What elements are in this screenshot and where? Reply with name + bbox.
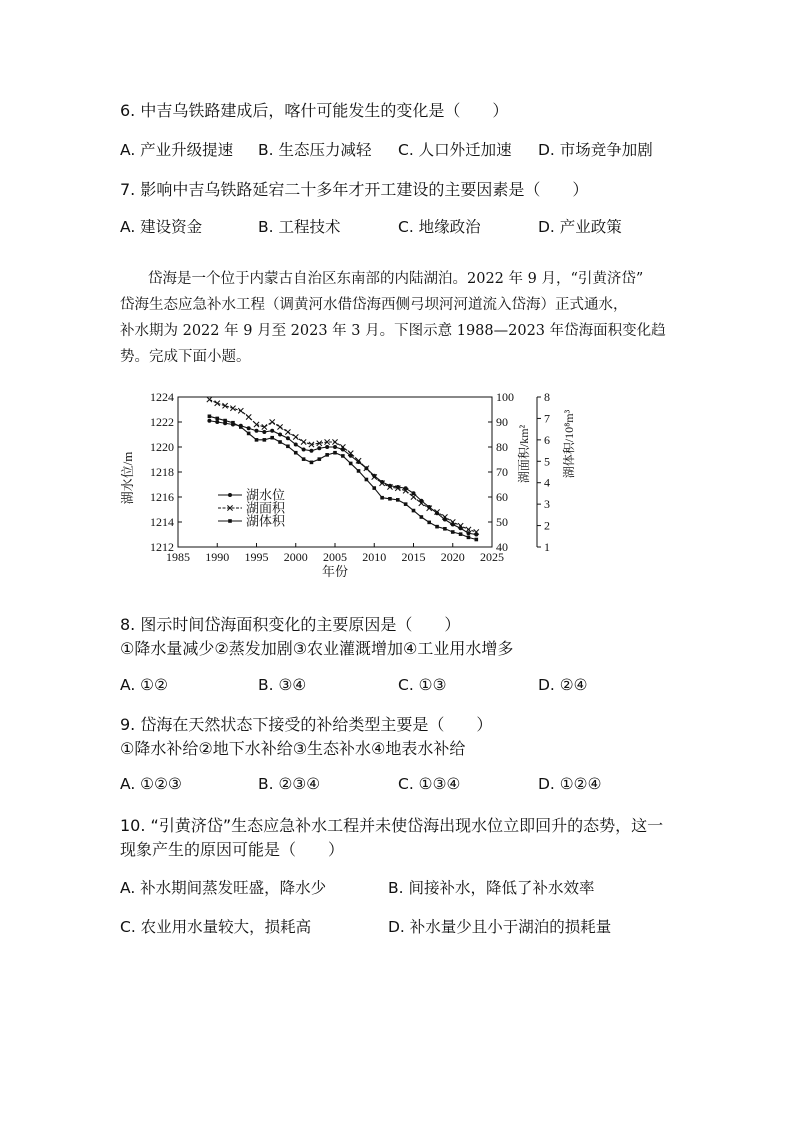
- q7-option-c: C. 地缘政治: [398, 218, 481, 236]
- q10-stem-line-1: 10. “引黄济岱”生态应急补水工程并未使岱海出现水位立即回升的态势，这一: [120, 816, 664, 835]
- data-point-series-3: [318, 457, 322, 461]
- data-point-series-3: [325, 453, 329, 457]
- data-point-series-3: [270, 436, 274, 440]
- data-point-series-3: [310, 461, 314, 465]
- q8-option-a: A. ①②: [120, 676, 168, 694]
- q8-option-c: C. ①③: [398, 676, 447, 694]
- x-axis-title: 年份: [321, 564, 349, 579]
- q6-stem: 6. 中吉乌铁路建成后，喀什可能发生的变化是（ ）: [120, 101, 509, 120]
- data-point-series-2: [270, 419, 275, 424]
- data-point-series-3: [255, 438, 259, 442]
- q6-option-a: A. 产业升级提速: [120, 141, 234, 159]
- data-point-series-3: [459, 532, 463, 536]
- q6-option-c: C. 人口外迁加速: [398, 141, 512, 159]
- data-point-series-3: [333, 451, 337, 455]
- y-left-tick-label: 1218: [150, 465, 174, 479]
- data-point-series-2: [215, 401, 220, 406]
- q8-items: ①降水量减少②蒸发加剧③农业灌溉增加④工业用水增多: [120, 639, 514, 658]
- y-right2-tick-label: 2: [544, 518, 550, 533]
- y-left-tick-label: 1214: [150, 515, 174, 529]
- legend-marker-1: [228, 493, 232, 497]
- data-point-series-2: [230, 406, 235, 411]
- y-right1-tick-label: 50: [496, 515, 508, 529]
- data-point-series-3: [208, 414, 212, 418]
- data-point-series-1: [333, 445, 337, 449]
- data-point-series-3: [420, 515, 424, 519]
- q7-option-a: A. 建设资金: [120, 218, 203, 236]
- q9-option-d: D. ①②④: [538, 775, 602, 793]
- data-point-series-3: [412, 509, 416, 513]
- q9-stem: 9. 岱海在天然状态下接受的补给类型主要是（ ）: [120, 715, 493, 734]
- data-point-series-3: [215, 417, 219, 421]
- data-point-series-3: [427, 521, 431, 525]
- q7-option-d: D. 产业政策: [538, 218, 622, 236]
- data-point-series-3: [341, 454, 345, 458]
- x-tick-label: 2010: [362, 550, 387, 564]
- data-point-series-2: [238, 408, 243, 413]
- y-right2-tick-label: 8: [544, 390, 550, 404]
- q7-stem: 7. 影响中吉乌铁路延宕二十多年才开工建设的主要因素是（ ）: [120, 180, 589, 199]
- data-point-series-3: [286, 444, 290, 448]
- y-left-tick-label: 1212: [150, 540, 174, 554]
- data-point-series-1: [270, 429, 274, 433]
- data-point-series-3: [380, 496, 384, 500]
- data-point-series-3: [294, 451, 298, 455]
- q7-option-b: B. 工程技术: [258, 218, 341, 236]
- x-tick-label: 1995: [244, 550, 269, 564]
- y-right2-tick-label: 6: [544, 432, 550, 447]
- passage-line-4: 势。完成下面小题。: [120, 349, 251, 365]
- x-tick-label: 2015: [401, 550, 426, 564]
- data-point-series-1: [325, 445, 329, 449]
- y-right1-tick-label: 70: [496, 465, 508, 479]
- data-point-series-3: [349, 462, 353, 466]
- data-point-series-2: [262, 424, 267, 429]
- y-right1-tick-label: 100: [496, 390, 514, 404]
- data-point-series-3: [396, 498, 400, 502]
- y-right1-tick-label: 90: [496, 415, 508, 429]
- data-point-series-3: [372, 486, 376, 490]
- q8-option-b: B. ③④: [258, 676, 307, 694]
- y-right2-tick-label: 1: [544, 540, 550, 554]
- data-point-series-3: [443, 527, 447, 531]
- data-point-series-2: [301, 439, 306, 444]
- q9-items: ①降水补给②地下水补给③生态补水④地表水补给: [120, 739, 466, 758]
- y-right1-tick-label: 40: [496, 540, 508, 554]
- data-point-series-1: [286, 436, 290, 440]
- y-left-tick-label: 1216: [150, 490, 174, 504]
- y-left-axis-title: 湖水位/m: [120, 451, 135, 505]
- legend-marker-3: [228, 519, 232, 523]
- data-point-series-3: [475, 538, 479, 542]
- data-point-series-1: [262, 430, 266, 434]
- q10-option-b: B. 间接补水，降低了补水效率: [388, 879, 595, 897]
- data-point-series-1: [302, 448, 306, 452]
- data-point-series-1: [412, 491, 416, 495]
- data-point-series-2: [285, 429, 290, 434]
- data-point-series-2: [254, 422, 259, 427]
- passage-line-3: 补水期为 2022 年 9 月至 2023 年 3 月。下图示意 1988—2023 年岱海面积变化趋: [120, 323, 666, 339]
- data-point-series-3: [247, 432, 251, 436]
- data-point-series-1: [247, 426, 251, 430]
- data-point-series-1: [215, 420, 219, 424]
- x-tick-label: 2005: [323, 550, 347, 564]
- y-right2-axis-title: 湖体积/10⁸m³: [562, 409, 576, 479]
- q9-option-c: C. ①③④: [398, 775, 461, 793]
- data-point-series-3: [278, 440, 282, 444]
- data-point-series-3: [223, 419, 227, 423]
- data-point-series-2: [223, 403, 228, 408]
- y-right1-tick-label: 60: [496, 490, 508, 504]
- y-right2-tick-label: 4: [544, 475, 550, 490]
- data-point-series-3: [451, 530, 455, 534]
- y-left-tick-label: 1222: [150, 415, 174, 429]
- data-point-series-3: [388, 497, 392, 501]
- q10-option-a: A. 补水期间蒸发旺盛，降水少: [120, 879, 327, 897]
- data-point-series-2: [332, 439, 337, 444]
- data-point-series-3: [365, 478, 369, 482]
- x-tick-label: 1985: [166, 550, 190, 564]
- data-point-series-3: [302, 457, 306, 461]
- data-point-series-3: [404, 502, 408, 506]
- passage-line-2: 岱海生态应急补水工程（调黄河水借岱海西侧弓坝河河道流入岱海）正式通水，: [120, 297, 628, 313]
- q6-option-d: D. 市场竞争加剧: [538, 141, 653, 159]
- passage: [120, 266, 680, 370]
- data-point-series-2: [277, 424, 282, 429]
- data-point-series-1: [466, 531, 470, 535]
- data-point-series-2: [246, 414, 251, 419]
- y-right2-tick-label: 7: [544, 411, 550, 426]
- data-point-series-3: [435, 525, 439, 529]
- q9-option-a: A. ①②③: [120, 775, 182, 793]
- data-point-series-1: [317, 446, 321, 450]
- data-point-series-1: [278, 433, 282, 437]
- y-right2-tick-label: 3: [544, 497, 550, 512]
- data-point-series-3: [231, 421, 235, 425]
- x-tick-label: 2000: [283, 550, 308, 564]
- data-point-series-1: [294, 443, 298, 447]
- chart-legend: [218, 488, 286, 529]
- data-point-series-2: [293, 434, 298, 439]
- data-point-series-1: [309, 449, 313, 453]
- legend-label-1: 湖水位: [246, 487, 286, 503]
- data-point-series-3: [357, 469, 361, 473]
- x-tick-label: 1990: [205, 550, 230, 564]
- x-tick-label: 2025: [480, 550, 504, 564]
- data-point-series-1: [255, 429, 259, 433]
- q10-stem-line-2: 现象产生的原因可能是（ ）: [120, 840, 345, 859]
- legend-label-3: 湖体积: [246, 513, 286, 529]
- data-point-series-2: [207, 397, 212, 402]
- y-left-tick-label: 1220: [150, 440, 174, 454]
- y-right2-tick-label: 5: [544, 454, 550, 469]
- q10-option-c: C. 农业用水量较大，损耗高: [120, 918, 312, 936]
- q8-option-d: D. ②④: [538, 676, 588, 694]
- data-point-series-3: [467, 536, 471, 540]
- chart-ticks: [120, 390, 576, 579]
- lake-change-chart: [115, 385, 595, 585]
- y-left-tick-label: 1224: [150, 390, 174, 404]
- q10-option-d: D. 补水量少且小于湖泊的损耗量: [388, 918, 612, 936]
- q9-option-b: B. ②③④: [258, 775, 321, 793]
- x-tick-label: 2020: [440, 550, 465, 564]
- y-right1-tick-label: 80: [496, 440, 508, 454]
- data-point-series-3: [263, 438, 267, 442]
- passage-line-1: 岱海是一个位于内蒙古自治区东南部的内陆湖泊。2022 年 9 月，“引黄济岱”: [148, 271, 644, 287]
- data-point-series-1: [207, 419, 211, 423]
- y-right1-axis-title: 湖面积/km²: [517, 424, 531, 484]
- legend-label-2: 湖面积: [246, 500, 286, 516]
- q8-stem: 8. 图示时间岱海面积变化的主要原因是（ ）: [120, 615, 461, 634]
- data-point-series-3: [239, 425, 243, 429]
- q6-option-b: B. 生态压力减轻: [258, 141, 372, 159]
